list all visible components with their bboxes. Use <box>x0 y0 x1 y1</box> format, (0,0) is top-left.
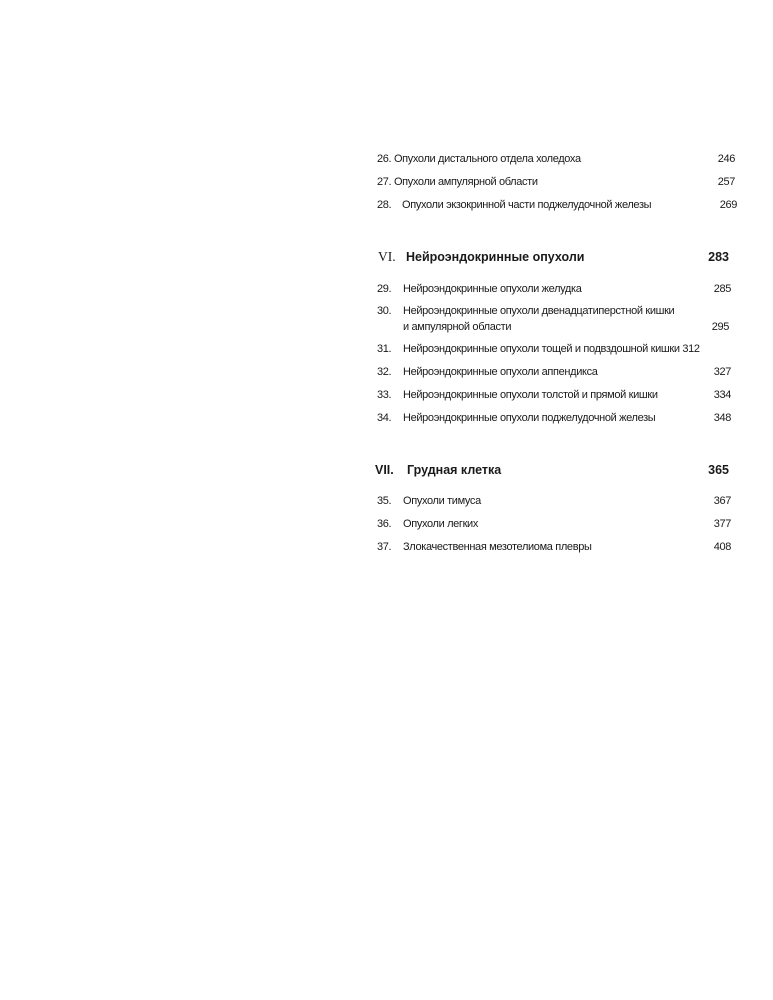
toc-entry-page: 327 <box>713 366 731 378</box>
toc-entry-number: 33. <box>377 389 392 401</box>
section-numeral: VII. <box>375 463 394 477</box>
toc-entry-35 <box>377 493 733 509</box>
section-numeral: VI. <box>378 249 396 264</box>
toc-entry-33 <box>377 387 733 403</box>
toc-entry-title: Опухоли легких <box>403 518 478 530</box>
toc-entry-title: Нейроэндокринные опухоли желудка <box>403 283 582 295</box>
toc-entry-number: 31. <box>377 343 392 355</box>
toc-entry-number: 34. <box>377 412 392 424</box>
toc-entry-36 <box>377 516 733 532</box>
toc-entry-title: Нейроэндокринные опухоли тощей и подвздошной кишки 312 <box>403 343 700 355</box>
toc-entry-page: 269 <box>719 199 737 211</box>
section-page: 365 <box>708 463 729 477</box>
toc-entry-29 <box>377 281 733 297</box>
toc-entry-number: 28. <box>377 199 392 211</box>
toc-entry-title: Злокачественная мезотелиома плевры <box>403 541 592 553</box>
toc-entry-number: 29. <box>377 283 392 295</box>
toc-entry-32 <box>377 364 733 380</box>
toc-entry-title: Нейроэндокринные опухоли поджелудочной железы <box>403 412 656 424</box>
toc-section-6 <box>377 249 733 267</box>
toc-entry-title-line1: Нейроэндокринные опухоли двенадцатиперстной кишки <box>403 305 675 317</box>
toc-entry-34 <box>377 410 733 426</box>
toc-entry-page: 285 <box>713 283 731 295</box>
section-title: Грудная клетка <box>407 463 502 477</box>
toc-entry-27 <box>377 174 737 190</box>
toc-entry-page: 334 <box>713 389 731 401</box>
toc-entry-page: 348 <box>713 412 731 424</box>
toc-entry-number: 36. <box>377 518 392 530</box>
toc-entry-title: 27. Опухоли ампулярной области <box>377 176 538 188</box>
toc-entry-page: 246 <box>717 153 735 165</box>
toc-entry-title-line2: и ампулярной области <box>403 321 512 333</box>
toc-entry-26 <box>377 151 737 167</box>
toc-section-7 <box>375 462 733 480</box>
toc-entry-28 <box>377 197 739 213</box>
section-title: Нейроэндокринные опухоли <box>406 250 585 264</box>
toc-entry-page: 377 <box>713 518 731 530</box>
toc-entry-37 <box>377 539 733 555</box>
toc-entry-title: Опухоли тимуса <box>403 495 481 507</box>
toc-entry-number: 37. <box>377 541 392 553</box>
toc-entry-page: 367 <box>713 495 731 507</box>
section-page: 283 <box>708 250 729 264</box>
toc-entry-page: 257 <box>717 176 735 188</box>
toc-entry-title: 26. Опухоли дистального отдела холедоха <box>377 153 581 165</box>
toc-entry-page: 408 <box>713 541 731 553</box>
toc-entry-number: 32. <box>377 366 392 378</box>
toc-entry-title: Нейроэндокринные опухоли аппендикса <box>403 366 598 378</box>
toc-entry-page: 295 <box>711 321 729 333</box>
toc-entry-30 <box>377 303 733 335</box>
toc-entry-number: 35. <box>377 495 392 507</box>
toc-entry-number: 30. <box>377 305 392 317</box>
toc-entry-31 <box>377 341 733 357</box>
toc-entry-title: Опухоли экзокринной части поджелудочной железы <box>402 199 652 211</box>
toc-entry-title: Нейроэндокринные опухоли толстой и прямой кишки <box>403 389 658 401</box>
